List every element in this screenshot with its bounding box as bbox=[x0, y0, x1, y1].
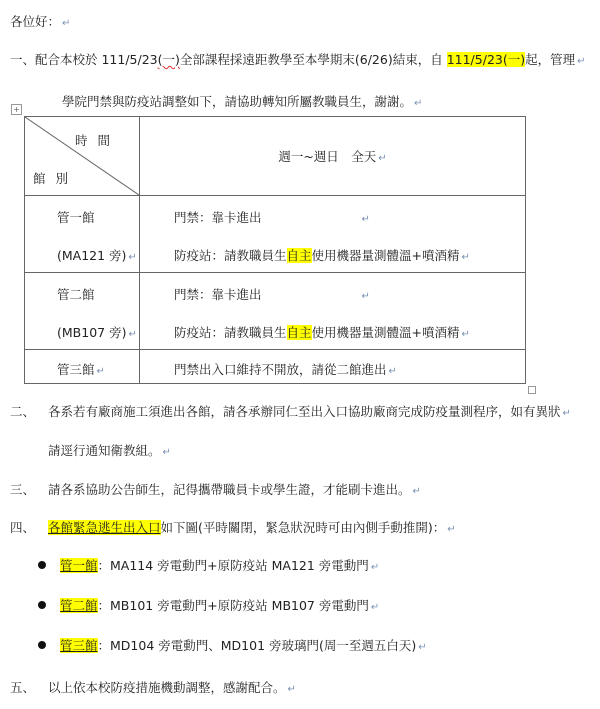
exit-list-item: 管一館：MA114 旁電動門+原防疫站 MA121 旁電動門 ↵ bbox=[60, 558, 380, 573]
table-move-handle-icon[interactable]: + bbox=[11, 104, 22, 115]
header-time-label: 時間 bbox=[75, 133, 121, 148]
item3: 三、 請各系協助公告師生，記得攜帶職員卡或學生證，才能刷卡進出。 ↵ bbox=[10, 482, 421, 497]
item2-line2: 請逕行通知衛教組。 ↵ bbox=[48, 443, 171, 458]
date-highlight: 111/5/23(一) bbox=[446, 52, 526, 67]
header-building-label: 館別 bbox=[33, 171, 79, 186]
exit-list-item: 管二館：MB101 旁電動門+原防疫站 MB107 旁電動門 ↵ bbox=[60, 598, 380, 613]
table-resize-handle-icon[interactable] bbox=[528, 386, 536, 394]
exit-list-item: 管三館：MD104 旁電動門、MD101 旁玻璃門(周一至週五白天) ↵ bbox=[60, 638, 427, 653]
building-name: 管一館 bbox=[57, 210, 95, 225]
building-code: (MA121 旁) ↵ bbox=[57, 248, 137, 263]
station-info: 防疫站：請教職員生自主使用機器量測體溫+噴酒精 ↵ bbox=[174, 325, 470, 340]
building-name: 管三館 ↵ bbox=[57, 362, 105, 377]
table-row bbox=[25, 350, 526, 384]
item5: 五、 以上依本校防疫措施機動調整，感謝配合。 ↵ bbox=[10, 680, 296, 695]
item4: 四、 各館緊急逃生出入口如下圖(平時關閉，緊急狀況時可由內側手動推開)： ↵ bbox=[10, 520, 456, 535]
building-code: (MB107 旁) ↵ bbox=[57, 325, 137, 340]
schedule-table bbox=[24, 116, 526, 384]
bullet-dot-icon bbox=[38, 641, 46, 649]
item1-line1: 一、配合本校於 111/5/23(一)全部課程採遠距教學至本學期末(6/26)結束，自 111/5/23(一)起，管理 ↵ bbox=[10, 52, 586, 67]
item2-line1: 二、 各系若有廠商施工須進出各館，請各承辦同仁至出入口協助廠商完成防疫量測程序，如有異狀 ↵ bbox=[10, 404, 571, 419]
station-info: 防疫站：請教職員生自主使用機器量測體溫+噴酒精 ↵ bbox=[174, 248, 470, 263]
gate-info: 門禁：靠卡進出 ↵ bbox=[174, 287, 370, 302]
item1-line2: 學院門禁與防疫站調整如下，請協助轉知所屬教職員生，謝謝。 ↵ bbox=[62, 94, 423, 109]
gate-info: 門禁出入口維持不開放，請從二館進出 ↵ bbox=[174, 362, 397, 377]
greeting: 各位好： ↵ bbox=[10, 14, 71, 29]
gate-info: 門禁：靠卡進出 ↵ bbox=[174, 210, 370, 225]
table-row bbox=[25, 273, 526, 350]
bullet-dot-icon bbox=[38, 561, 46, 569]
header-diagonal-cell bbox=[25, 117, 140, 196]
building-name: 管二館 bbox=[57, 287, 95, 302]
header-schedule-cell: 週一~週日 全天 ↵ bbox=[140, 117, 526, 196]
bullet-dot-icon bbox=[38, 601, 46, 609]
table-row bbox=[25, 196, 526, 273]
